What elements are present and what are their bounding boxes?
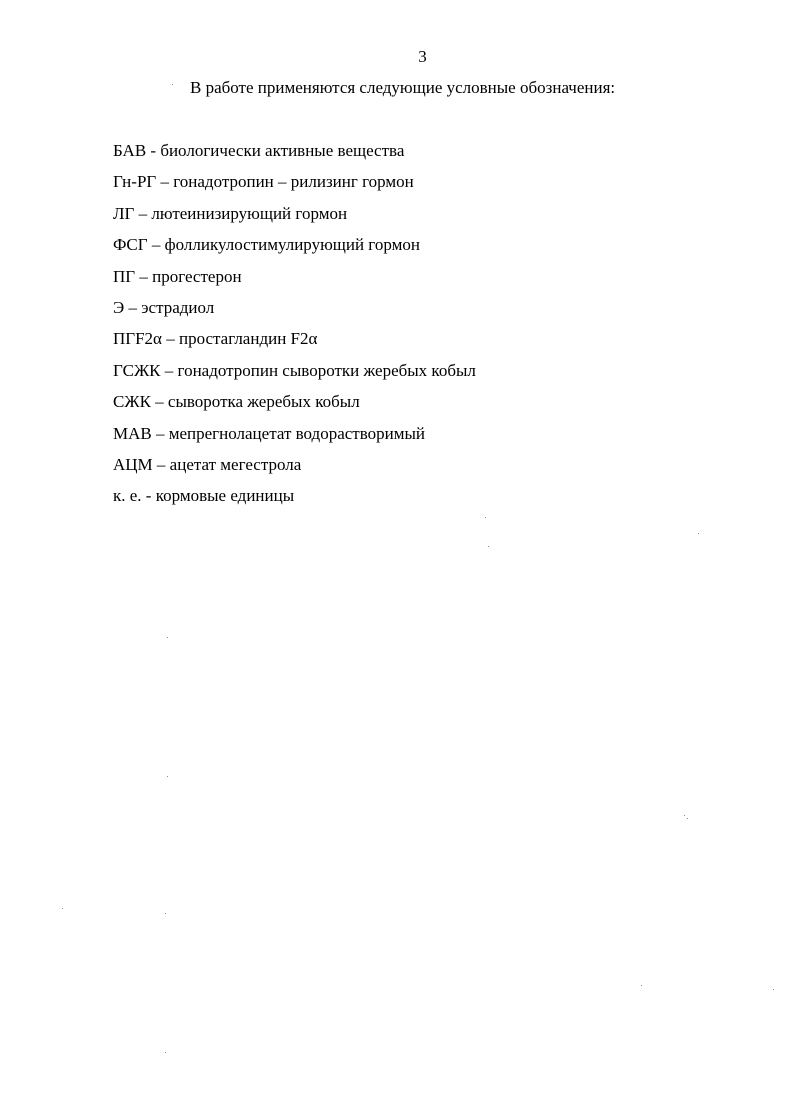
abbreviation-item: ПГ – прогестерон bbox=[113, 266, 242, 286]
abbreviation-item: ПГF2α – простагландин F2α bbox=[113, 329, 318, 349]
scan-speck bbox=[687, 818, 688, 819]
abbreviation-item: БАВ - биологически активные вещества bbox=[113, 141, 405, 160]
intro-text: В работе применяются следующие условные обозначения: bbox=[190, 78, 616, 97]
scan-speck bbox=[698, 533, 699, 534]
scan-speck bbox=[165, 1052, 166, 1053]
scan-speck bbox=[62, 908, 63, 909]
scan-speck bbox=[773, 989, 774, 990]
scan-speck bbox=[165, 913, 166, 914]
abbreviation-item: ЛГ – лютеинизирующий гормон bbox=[113, 203, 348, 223]
scan-speck bbox=[167, 637, 168, 638]
abbreviation-item: ФСГ – фолликулостимулирующий гормон bbox=[113, 235, 420, 255]
scan-speck bbox=[485, 517, 486, 518]
page-number: 3 bbox=[418, 47, 427, 66]
abbreviation-item: Э – эстрадиол bbox=[113, 297, 215, 317]
abbreviation-item: ГСЖК – гонадотропин сыворотки жеребых кобыл bbox=[113, 360, 476, 380]
abbreviation-item: АЦМ – ацетат мегестрола bbox=[113, 454, 302, 474]
abbreviation-item: МАВ – мепрегнолацетат водорастворимый bbox=[113, 423, 425, 443]
scan-speck bbox=[172, 84, 173, 85]
abbreviation-list bbox=[113, 140, 476, 517]
scan-speck bbox=[641, 985, 642, 986]
scan-speck bbox=[488, 546, 489, 547]
abbreviation-item: СЖК – сыворотка жеребых кобыл bbox=[113, 392, 360, 412]
scan-speck bbox=[684, 815, 685, 816]
abbreviation-item: к. е. - кормовые единицы bbox=[113, 486, 295, 506]
abbreviation-item: Гн-РГ – гонадотропин – рилизинг гормон bbox=[113, 172, 414, 192]
scan-speck bbox=[167, 776, 168, 777]
